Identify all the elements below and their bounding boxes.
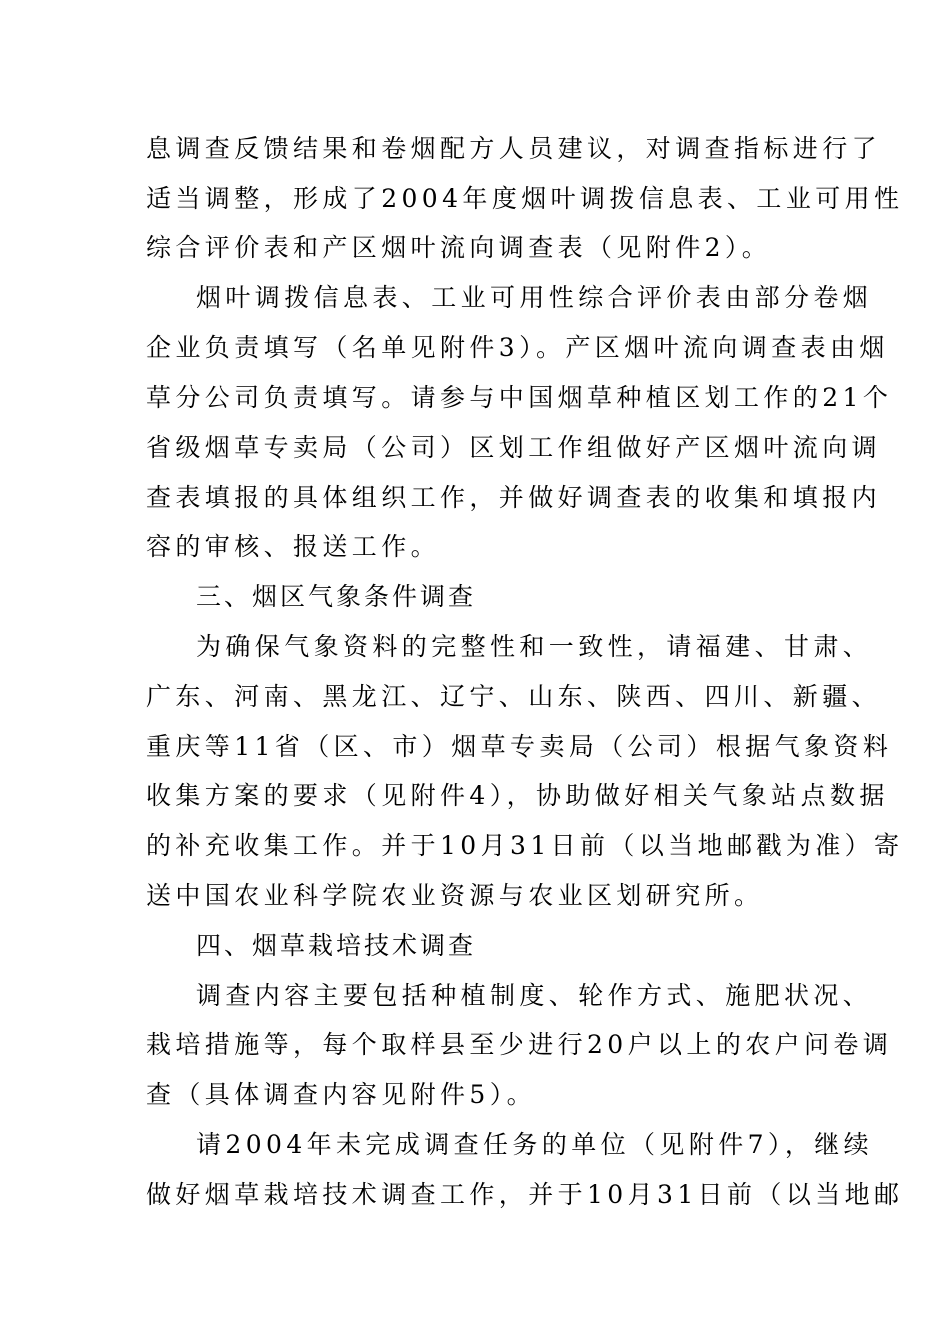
- text-line: 做好烟草栽培技术调查工作，并于10月31日前（以当地邮: [146, 1180, 904, 1209]
- text-line: 适当调整，形成了2004年度烟叶调拨信息表、工业可用性: [146, 184, 904, 213]
- text-line: 容的审核、报送工作。: [146, 532, 441, 561]
- text-line: 收集方案的要求（见附件4），协助做好相关气象站点数据: [146, 781, 889, 810]
- text-line: 企业负责填写（名单见附件3）。产区烟叶流向调查表由烟: [146, 333, 889, 362]
- text-line: 省级烟草专卖局（公司）区划工作组做好产区烟叶流向调: [146, 433, 882, 462]
- text-line: 综合评价表和产区烟叶流向调查表（见附件2）。: [146, 233, 772, 262]
- section-heading: 四、烟草栽培技术调查: [196, 931, 477, 960]
- paragraph-first-line: 烟叶调拨信息表、工业可用性综合评价表由部分卷烟: [196, 283, 873, 312]
- paragraph-first-line: 为确保气象资料的完整性和一致性，请福建、甘肃、: [196, 632, 873, 661]
- text-line: 广东、河南、黑龙江、辽宁、山东、陕西、四川、新疆、: [146, 682, 882, 711]
- text-line: 的补充收集工作。并于10月31日前（以当地邮戳为准）寄: [146, 831, 904, 860]
- text-line: 查表填报的具体组织工作，并做好调查表的收集和填报内: [146, 483, 882, 512]
- text-line: 送中国农业科学院农业资源与农业区划研究所。: [146, 881, 764, 910]
- paragraph-first-line: 调查内容主要包括种植制度、轮作方式、施肥状况、: [196, 981, 873, 1010]
- text-line: 重庆等11省（区、市）烟草专卖局（公司）根据气象资料: [146, 732, 893, 761]
- text-line: 查（具体调查内容见附件5）。: [146, 1080, 537, 1109]
- text-line: 息调查反馈结果和卷烟配方人员建议，对调查指标进行了: [146, 134, 882, 163]
- section-heading: 三、烟区气象条件调查: [196, 582, 477, 611]
- text-line: 栽培措施等，每个取样县至少进行20户以上的农户问卷调: [146, 1030, 893, 1059]
- paragraph-first-line: 请2004年未完成调查任务的单位（见附件7），继续: [196, 1130, 874, 1159]
- text-line: 草分公司负责填写。请参与中国烟草种植区划工作的21个: [146, 383, 893, 412]
